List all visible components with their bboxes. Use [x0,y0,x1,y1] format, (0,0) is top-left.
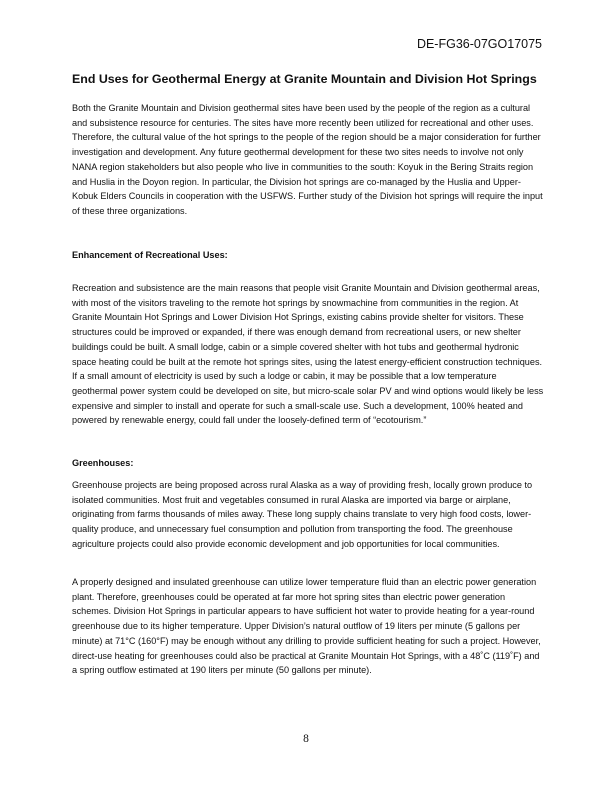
greenhouses-paragraph-1: Greenhouse projects are being proposed across rural Alaska as a way of providing fresh, locally grown produce to isolated communities. Most fruit and vegetables consumed in rural Alaska are imported via barge or airplane, originating from farms thousands of miles away. These long supply chains translate to very high food costs, lower-quality produce, and unnecessary fuel consumption and pollution from transporting the food. The greenhouse agriculture projects could also provide economic development and job opportunities for local communities. [72,480,533,549]
document-id: DE-FG36-07GO17075 [416,37,542,51]
section-heading-recreational: Enhancement of Recreational Uses: [72,250,228,260]
page-title: End Uses for Geothermal Energy at Granite Mountain and Division Hot Springs [72,72,537,86]
section-heading-greenhouses: Greenhouses: [72,458,134,468]
greenhouses-paragraph-2: A properly designed and insulated greenhouse can utilize lower temperature fluid than an electric power generation plant. Therefore, greenhouses could be operated at far more hot spring sites than electric power generation schemes. Division Hot Springs in particular appears to have sufficient hot water to provide heating for a year-round greenhouse due to its higher temperature. Upper Division’s natural outflow of 19 liters per minute (5 gallons per minute) at 71°C (160°F) may be enough without any drilling to provide sufficient heating for such a project. However, direct-use heating for greenhouses could also be practical at Granite Mountain Hot Springs, with a 48˚C (119˚F) and a spring outflow estimated at 190 liters per minute (50 gallons per minute). [72,577,541,676]
recreational-paragraph: Recreation and subsistence are the main reasons that people visit Granite Mountain and Division geothermal areas, with most of the visitors traveling to the remote hot springs by snowmachine from communities in the region. At Granite Mountain Hot Springs and Lower Division Hot Springs, existing cabins provide shelter for visitors. These structures could be improved or expanded, if there was enough demand from recreational users, or new shelter buildings could be built. A small lodge, cabin or a simple covered shelter with hot tubs and geothermal hydronic space heating could be built at the remote hot springs sites, using the latest energy-efficient construction techniques. If a small amount of electricity is used by such a lodge or cabin, it may be possible that a low temperature geothermal power system could be developed on site, but micro-scale solar PV and wind options would likely be less expensive and simpler to install and operate for such a small-scale use. Such a development, 100% heated and powered by renewable energy, could fall under the loosely-defined term of “ecotourism.” [72,283,544,426]
intro-paragraph: Both the Granite Mountain and Division geothermal sites have been used by the people of the region as a cultural and subsistence resource for centuries. The sites have more recently been utilized for recreational and other uses. Therefore, the cultural value of the hot springs to the people of the region should be a major consideration for further investigation and development. Any future geothermal development for these two sites needs to involve not only NANA region stakeholders but also people who live in communities to the south: Koyuk in the Bering Straits region and Huslia in the Doyon region. In particular, the Division hot springs are co-managed by the Huslia and Upper-Kobuk Elders Councils in cooperation with the USFWS. Further study of the Division hot springs will require the input of these three organizations. [72,103,543,216]
page-number: 8 [303,733,309,745]
